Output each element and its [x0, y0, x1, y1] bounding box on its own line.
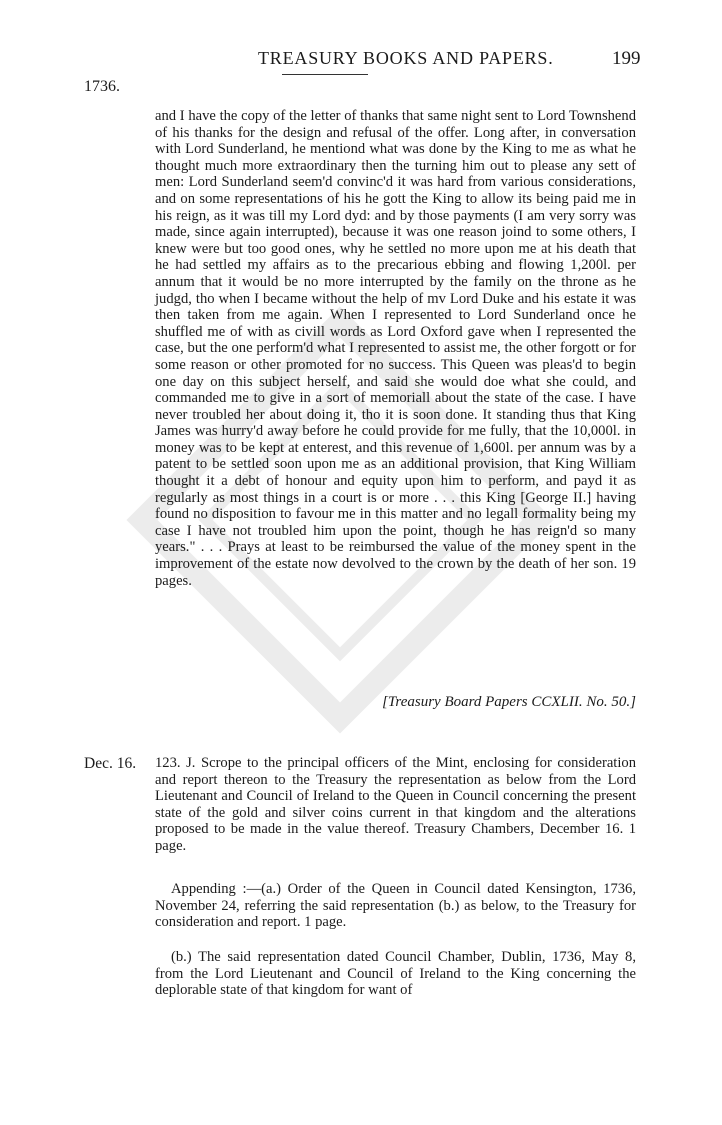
citation: [Treasury Board Papers CCXLII. No. 50.]: [382, 694, 636, 710]
page-number: 199: [612, 48, 641, 69]
item-b-paragraph-text: (b.) The said representation dated Council Chamber, Dublin, 1736, May 8, from the Lord Lieutenant and Council of Ireland to the King concerning the deplorable state of that kingdom for want of: [155, 949, 636, 999]
entry-paragraph-text: 123. J. Scrope to the principal officers of the Mint, enclosing for consideration and report thereon to the Treasury the representation as below from the Lord Lieutenant and Council of Ireland to the Queen in Council concerning the present state of the gold and silver coins current in that kingdom and the alterations proposed to be made in the value thereof. Treasury Chambers, December 16. 1 page.: [155, 755, 636, 854]
running-header-title: TREASURY BOOKS AND PAPERS.: [258, 48, 554, 68]
appending-paragraph-text: Appending :—(a.) Order of the Queen in Council dated Kensington, 1736, November 24, referring the said representation (b.) as below, to the Treasury for consideration and report. 1 page.: [155, 881, 636, 931]
continued-paragraph-text: and I have the copy of the letter of thanks that same night sent to Lord Townshend of his thanks for the design and refusal of the offer. Long after, in conversation with Lord Sunderland, he mentiond what was done by the King to me as what he thought much more extraordinary then the turning him out to please any sett of men: Lord Sunderland seem'd convinc'd it was hard from various considerations, and on some representations of his he gott the King to allow its being paid me in his reign, as it was till my Lord dyd: and by those payments (I am very sorry was made, since again interrupted), because it was one reason joind to some others, I knew were but too good ones, why he settled no more upon me at his death that he had settled my affairs as to the precarious ebbing and flowing 1,200l. per annum that it would be no more interrupted by the family on the throne as he judgd, tho when I became without the help of mv Lord Duke and his estate it was then taken from me again. When I represented to Lord Sunderland once he shuffled me of with as civill words as Lord Oxford gave when I represented the case, but the one perform'd what I represented to assist me, the other forgott or for some reason or other promoted for no success. This Queen was pleas'd to begin one day on this subject herself, and said she would doe what she could, and commanded me to give in a sort of memoriall about the state of the case. I have never troubled her about doing it, tho it is soon done. It standing thus that King James was hurry'd away before he could provide for me fully, that the 10,000l. in money was to be kept at enterest, and this revenue of 1,600l. per annum was by a patent to be settled soon upon me as an additional provision, that King William thought it a debt of honour and equity upon him to perform, and payd it as regularly as most things in a court is or more . . . this King [George II.] having found no disposition to favour me in this matter and no legall formality being my case I have not troubled him upon the point, though he has reign'd so many years." . . . Prays at least to be reimbursed the value of the money spent in the improvement of the estate now devolved to the crown by the death of her son. 19 pages.: [155, 108, 636, 589]
header-rule: [282, 74, 368, 75]
appending-paragraph: [155, 881, 636, 931]
margin-year: 1736.: [84, 78, 120, 95]
entry-date: Dec. 16.: [84, 755, 137, 772]
entry-paragraph: [155, 755, 636, 855]
item-b-paragraph: [155, 949, 636, 999]
continued-paragraph: [155, 108, 636, 589]
